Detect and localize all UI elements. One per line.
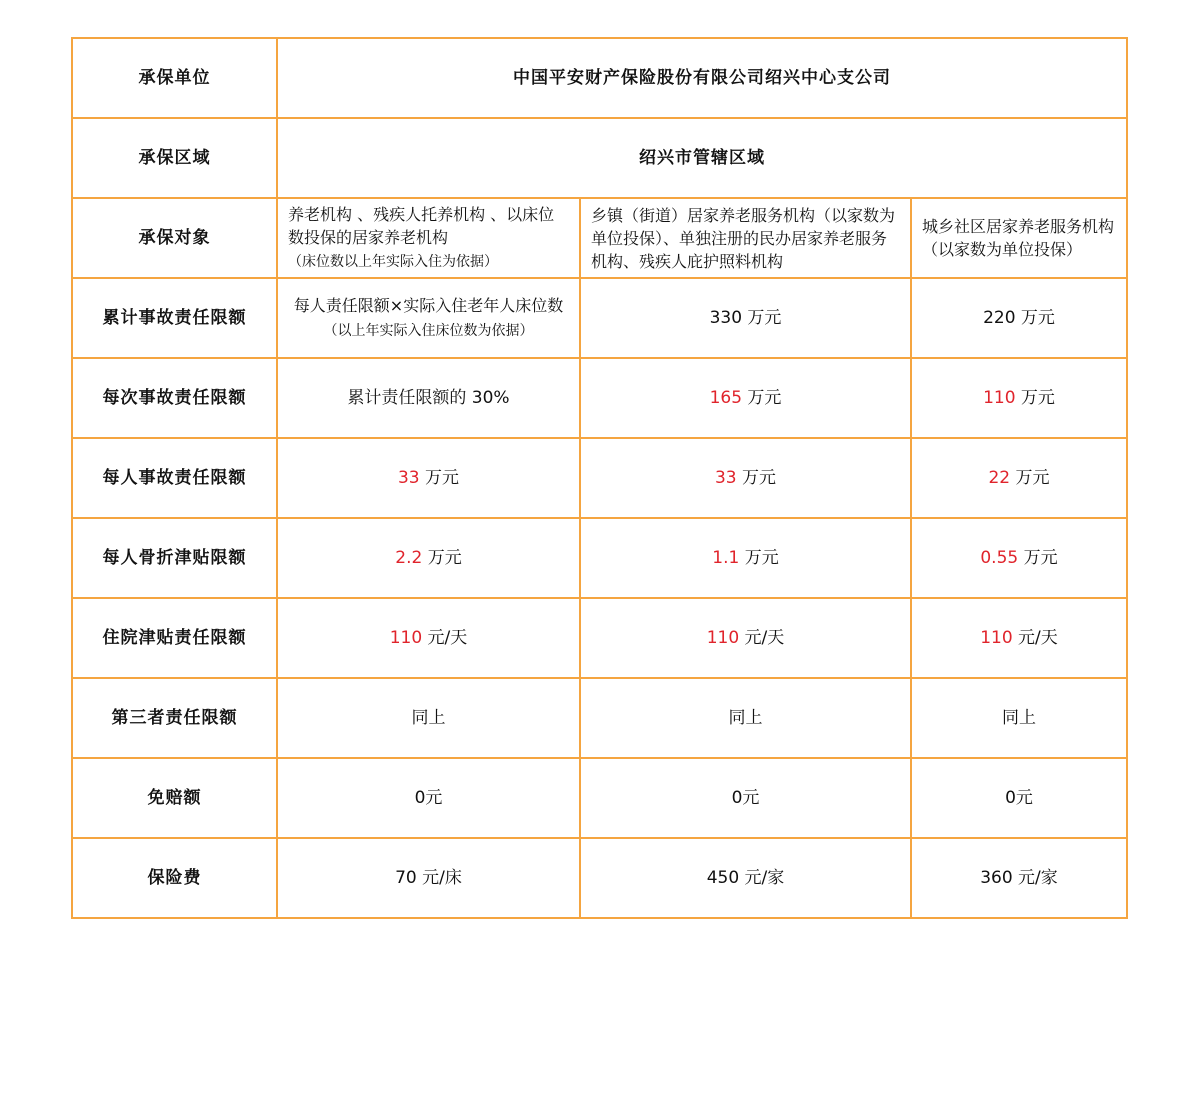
row-hospital-allowance — [72, 598, 1127, 678]
row-deductible — [72, 758, 1127, 838]
row-label-objects: 承保对象 — [72, 198, 277, 278]
row-region — [72, 118, 1127, 198]
hospital-allowance-col2-unit: 元/天 — [739, 628, 785, 648]
row-per-person-limit — [72, 438, 1127, 518]
row-insurer — [72, 38, 1127, 118]
cumulative-limit-col1 — [277, 278, 580, 358]
per-accident-limit-col3-value: 110 — [983, 388, 1016, 408]
cumulative-limit-col1-main: 每人责任限额×实际入住老年人床位数 — [293, 295, 564, 315]
fracture-allowance-col3-unit: 万元 — [1018, 548, 1058, 568]
objects-col1 — [277, 198, 580, 278]
premium-col1: 70 元/床 — [277, 838, 580, 918]
cumulative-limit-col1-note: （以上年实际入住床位数为依据） — [323, 322, 534, 339]
row-label-deductible: 免赔额 — [72, 758, 277, 838]
fracture-allowance-col2-value: 1.1 — [712, 548, 740, 568]
per-accident-limit-col2-value: 165 — [709, 388, 743, 408]
per-accident-limit-col3-unit: 万元 — [1015, 388, 1055, 408]
per-person-limit-col1 — [277, 438, 580, 518]
objects-col2: 乡镇（街道）居家养老服务机构（以家数为单位投保）、单独注册的民办居家养老服务机构、残疾人庇护照料机构 — [580, 198, 911, 278]
row-label-fracture-allowance: 每人骨折津贴限额 — [72, 518, 277, 598]
row-label-hospital-allowance: 住院津贴责任限额 — [72, 598, 277, 678]
fracture-allowance-col1-value: 2.2 — [395, 548, 423, 568]
third-party-col1: 同上 — [277, 678, 580, 758]
deductible-col1: 0元 — [277, 758, 580, 838]
objects-col3: 城乡社区居家养老服务机构（以家数为单位投保） — [911, 198, 1127, 278]
per-person-limit-col3 — [911, 438, 1127, 518]
row-label-per-accident-limit: 每次事故责任限额 — [72, 358, 277, 438]
cumulative-limit-col2: 330 万元 — [580, 278, 911, 358]
per-person-limit-col1-value: 33 — [397, 468, 420, 488]
fracture-allowance-col3 — [911, 518, 1127, 598]
row-premium — [72, 838, 1127, 918]
row-fracture-allowance — [72, 518, 1127, 598]
row-label-third-party: 第三者责任限额 — [72, 678, 277, 758]
per-person-limit-col1-unit: 万元 — [419, 468, 460, 488]
hospital-allowance-col3 — [911, 598, 1127, 678]
objects-col1-note: （床位数以上年实际入住为依据） — [288, 254, 498, 270]
deductible-col3: 0元 — [911, 758, 1127, 838]
hospital-allowance-col2-value: 110 — [706, 628, 740, 648]
objects-col1-main: 养老机构 、残疾人托养机构 、以床位数投保的居家养老机构 — [288, 205, 555, 247]
per-accident-limit-col1: 累计责任限额的 30% — [277, 358, 580, 438]
row-label-cumulative-limit: 累计事故责任限额 — [72, 278, 277, 358]
hospital-allowance-col3-value: 110 — [980, 628, 1013, 648]
per-person-limit-col2-value: 33 — [714, 468, 737, 488]
per-person-limit-col2 — [580, 438, 911, 518]
per-accident-limit-col3 — [911, 358, 1127, 438]
per-person-limit-col3-value: 22 — [988, 468, 1011, 488]
hospital-allowance-col1 — [277, 598, 580, 678]
per-accident-limit-col2-unit: 万元 — [742, 388, 782, 408]
fracture-allowance-col3-value: 0.55 — [980, 548, 1019, 568]
row-per-accident-limit — [72, 358, 1127, 438]
fracture-allowance-col1 — [277, 518, 580, 598]
row-label-region: 承保区域 — [72, 118, 277, 198]
fracture-allowance-col2-unit: 万元 — [739, 548, 779, 568]
premium-col2: 450 元/家 — [580, 838, 911, 918]
per-person-limit-col2-unit: 万元 — [736, 468, 777, 488]
hospital-allowance-col2 — [580, 598, 911, 678]
row-objects — [72, 198, 1127, 278]
third-party-col3: 同上 — [911, 678, 1127, 758]
hospital-allowance-col1-value: 110 — [389, 628, 423, 648]
hospital-allowance-col1-unit: 元/天 — [422, 628, 468, 648]
row-label-insurer: 承保单位 — [72, 38, 277, 118]
per-accident-limit-col2 — [580, 358, 911, 438]
premium-col3: 360 元/家 — [911, 838, 1127, 918]
per-person-limit-col3-unit: 万元 — [1010, 468, 1050, 488]
row-third-party — [72, 678, 1127, 758]
row-label-per-person-limit: 每人事故责任限额 — [72, 438, 277, 518]
region-value: 绍兴市管辖区域 — [277, 118, 1127, 198]
hospital-allowance-col3-unit: 元/天 — [1012, 628, 1058, 648]
cumulative-limit-col3: 220 万元 — [911, 278, 1127, 358]
fracture-allowance-col2 — [580, 518, 911, 598]
insurer-value: 中国平安财产保险股份有限公司绍兴中心支公司 — [277, 38, 1127, 118]
deductible-col2: 0元 — [580, 758, 911, 838]
row-cumulative-limit — [72, 278, 1127, 358]
third-party-col2: 同上 — [580, 678, 911, 758]
row-label-premium: 保险费 — [72, 838, 277, 918]
fracture-allowance-col1-unit: 万元 — [422, 548, 462, 568]
insurance-terms-table — [71, 37, 1128, 919]
